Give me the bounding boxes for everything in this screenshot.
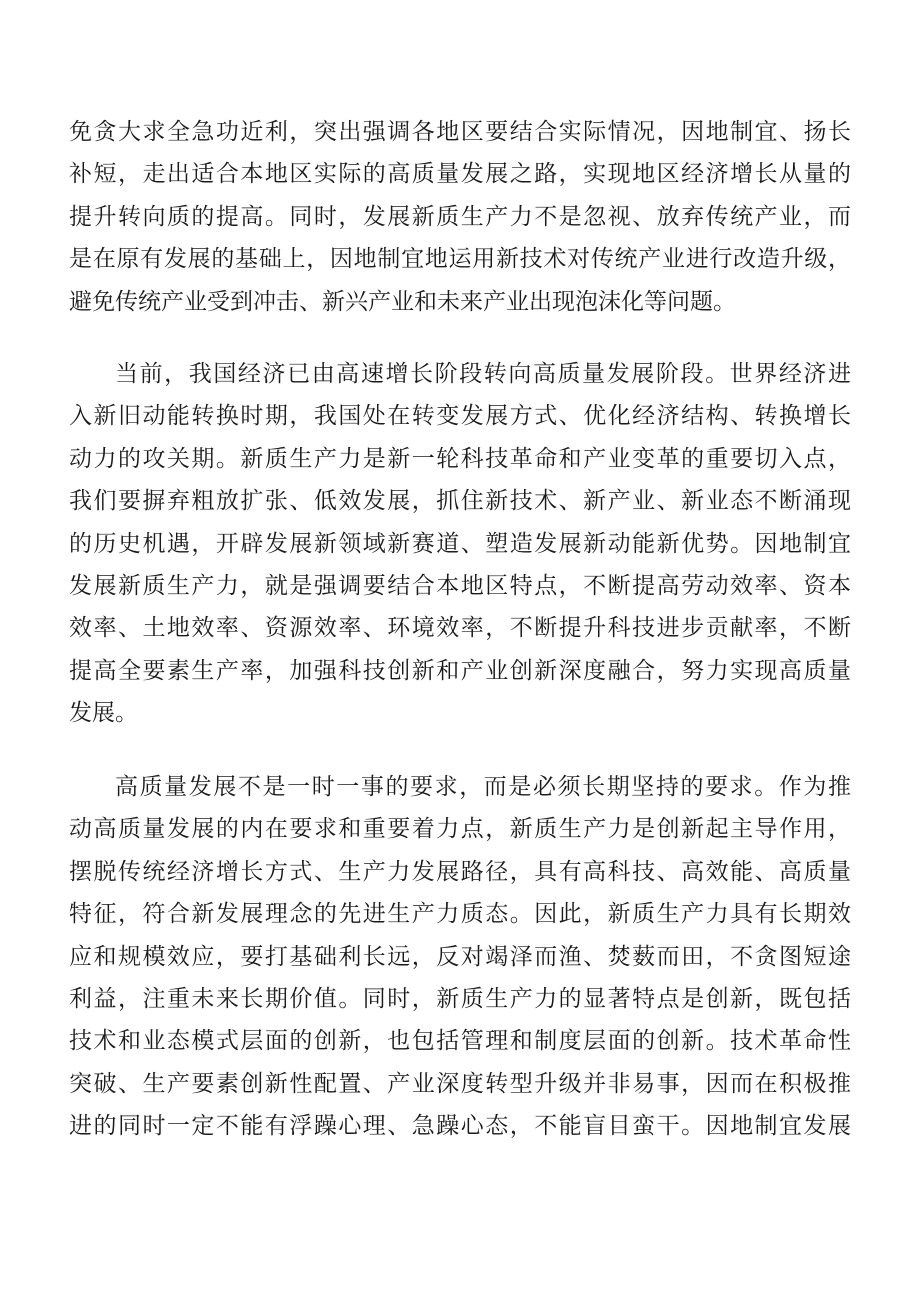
paragraph-line: 提高全要素生产率，加强科技创新和产业创新深度融合，努力实现高质量 [69, 657, 851, 684]
paragraph-line: 当前，我国经济已由高速增长阶段转向高质量发展阶段。世界经济进 [115, 361, 851, 387]
paragraph-line: 是在原有发展的基础上，因地制宜地运用新技术对传统产业进行改造升级， [69, 246, 851, 273]
paragraph-line: 入新旧动能转换时期，我国处在转变发展方式、优化经济结构、转换增长 [69, 403, 851, 430]
paragraph-line: 补短，走出适合本地区实际的高质量发展之路，实现地区经济增长从量的 [69, 161, 851, 188]
paragraph-line: 免贪大求全急功近利，突出强调各地区要结合实际情况，因地制宜、扬长 [69, 119, 851, 145]
paragraph-line: 效率、土地效率、资源效率、环境效率，不断提升科技进步贡献率，不断 [69, 615, 851, 642]
paragraph-line: 我们要摒弃粗放扩张、低效发展，抓住新技术、新产业、新业态不断涌现 [69, 488, 851, 515]
paragraph-line: 动力的攻关期。新质生产力是新一轮科技革命和产业变革的重要切入点， [69, 445, 851, 472]
paragraph-line: 特征，符合新发展理念的先进生产力质态。因此，新质生产力具有长期效 [69, 901, 851, 928]
paragraph-2 [69, 353, 851, 735]
paragraph-3 [69, 766, 851, 1148]
paragraph-line: 发展。 [69, 700, 138, 727]
paragraph-line: 应和规模效应，要打基础利长远，反对竭泽而渔、焚薮而田，不贪图短途 [69, 943, 851, 970]
paragraph-1 [69, 111, 851, 323]
paragraph-line: 技术和业态模式层面的创新，也包括管理和制度层面的创新。技术革命性 [69, 1028, 851, 1055]
paragraph-line: 利益，注重未来长期价值。同时，新质生产力的显著特点是创新，既包括 [69, 985, 851, 1012]
paragraph-line: 的历史机遇，开辟发展新领域新赛道、塑造发展新动能新优势。因地制宜 [69, 530, 851, 557]
paragraph-line: 发展新质生产力，就是强调要结合本地区特点，不断提高劳动效率、资本 [69, 572, 851, 599]
paragraph-line: 进的同时一定不能有浮躁心理、急躁心态，不能盲目蛮干。因地制宜发展 [69, 1113, 851, 1140]
paragraph-line: 突破、生产要素创新性配置、产业深度转型升级并非易事，因而在积极推 [69, 1070, 851, 1097]
paragraph-line: 动高质量发展的内在要求和重要着力点，新质生产力是创新起主导作用， [69, 816, 851, 843]
paragraph-line: 避免传统产业受到冲击、新兴产业和未来产业出现泡沫化等问题。 [69, 288, 736, 315]
paragraph-line: 高质量发展不是一时一事的要求，而是必须长期坚持的要求。作为推 [115, 774, 851, 800]
paragraph-line: 摆脱传统经济增长方式、生产力发展路径，具有高科技、高效能、高质量 [69, 858, 851, 885]
paragraph-line: 提升转向质的提高。同时，发展新质生产力不是忽视、放弃传统产业，而 [69, 203, 851, 230]
